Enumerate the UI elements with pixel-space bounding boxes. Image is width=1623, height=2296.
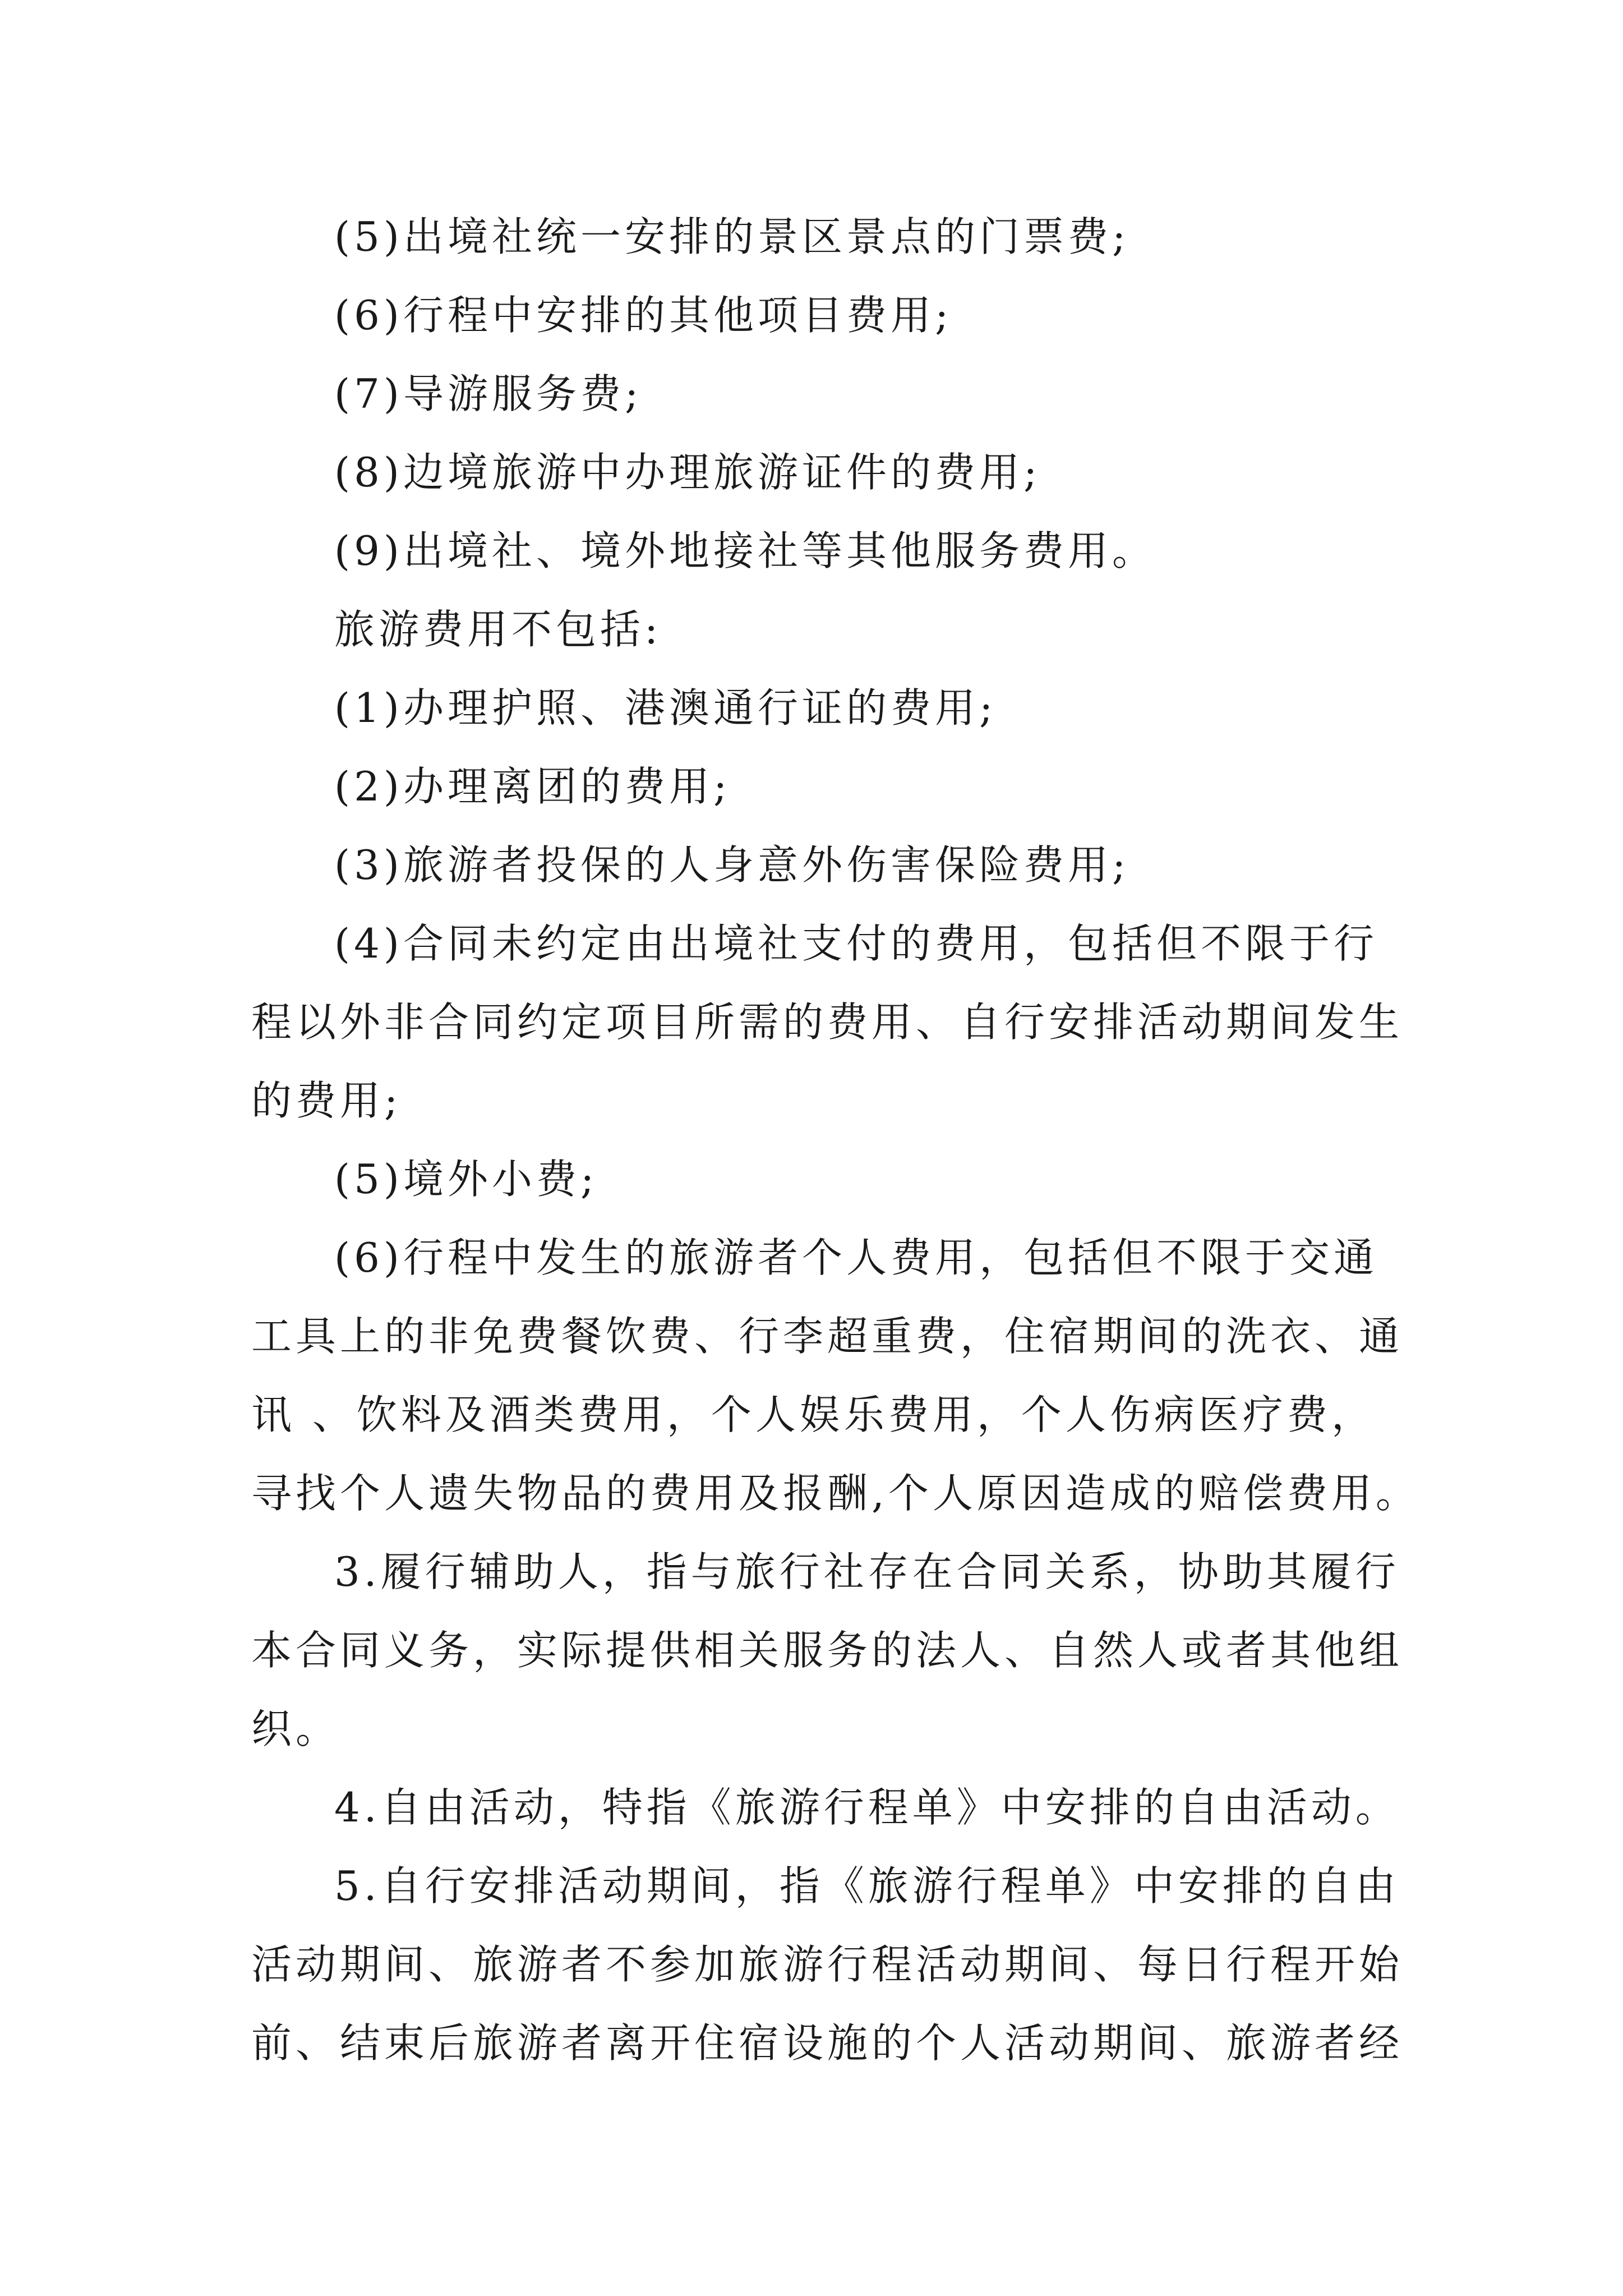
document-body [251,197,1420,2082]
exclusion-6-line-4: 寻找个人遗失物品的费用及报酬,个人原因造成的赔偿费用。 [251,1470,1420,1517]
exclusion-5-tips: (5)境外小费; [334,1156,598,1203]
definition-5-line-1: 5.自行安排活动期间，指《旅游行程单》中安排的自由 [334,1862,1400,1910]
exclusion-4-line-3: 的费用; [251,1077,402,1124]
definition-3-line-2: 本合同义务，实际提供相关服务的法人、自然人或者其他组 [251,1627,1404,1674]
exclusion-1-passport: (1)办理护照、港澳通行证的费用; [334,684,997,731]
definition-5-line-3: 前、结束后旅游者离开住宿设施的个人活动期间、旅游者经 [251,2019,1404,2067]
clause-7-guide-fee: (7)导游服务费; [334,370,643,417]
definition-5-line-2: 活动期间、旅游者不参加旅游行程活动期间、每日行程开始 [251,1941,1404,1988]
clause-5-ticket-fees: (5)出境社统一安排的景区景点的门票费; [334,213,1130,260]
exclusion-4-line-2: 程以外非合同约定项目所需的费用、自行安排活动期间发生 [251,999,1404,1046]
exclusion-6-line-1: (6)行程中发生的旅游者个人费用，包括但不限于交通 [334,1234,1378,1281]
definition-3-line-3: 织。 [251,1705,340,1752]
definition-3-line-1: 3.履行辅助人，指与旅行社存在合同关系，协助其履行 [334,1548,1400,1595]
definition-4-free-activity: 4.自由活动，特指《旅游行程单》中安排的自由活动。 [334,1784,1400,1831]
clause-8-border-docs: (8)边境旅游中办理旅游证件的费用; [334,449,1041,496]
exclusion-3-insurance: (3)旅游者投保的人身意外伤害保险费用; [334,841,1130,889]
exclusion-6-line-2: 工具上的非免费餐饮费、行李超重费，住宿期间的洗衣、通 [251,1313,1404,1360]
exclusion-4-line-1: (4)合同未约定由出境社支付的费用，包括但不限于行 [334,920,1378,967]
exclusion-6-line-3: 讯 、饮料及酒类费用，个人娱乐费用，个人伤病医疗费， [251,1391,1376,1438]
exclusions-heading: 旅游费用不包括: [334,606,662,653]
exclusion-2-leaving-group: (2)办理离团的费用; [334,763,731,810]
clause-6-other-items: (6)行程中安排的其他项目费用; [334,292,953,339]
clause-9-service-fees: (9)出境社、境外地接社等其他服务费用。 [334,527,1156,574]
